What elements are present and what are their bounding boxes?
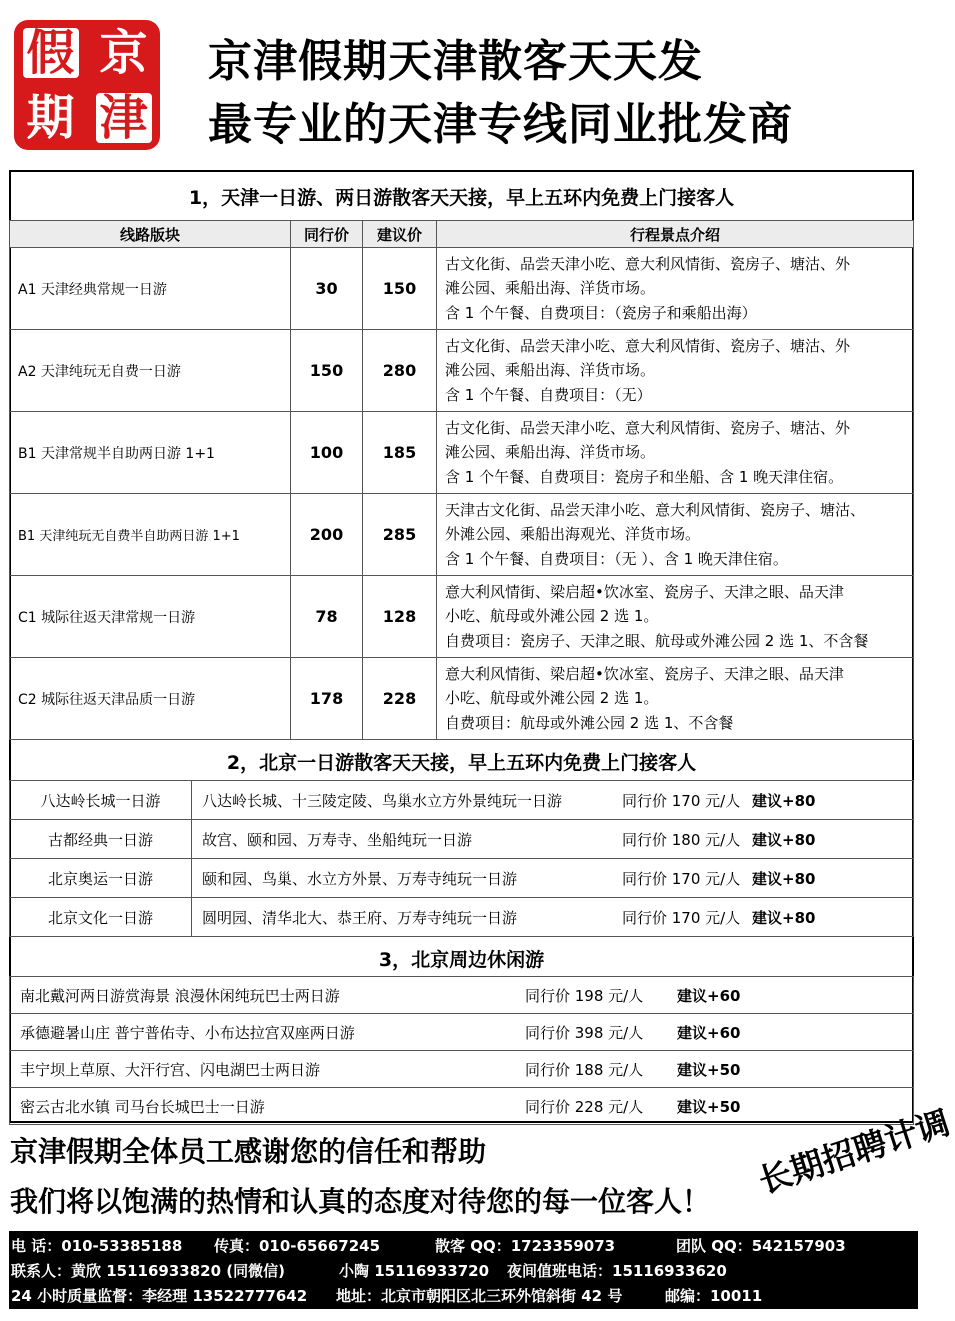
route-name: 古都经典一日游 <box>10 820 192 859</box>
table-row <box>10 859 914 898</box>
route-detail: 八达岭长城、十三陵定陵、鸟巢水立方外景纯玩一日游 同行价 170 元/人 建议+80 <box>192 781 914 820</box>
table-row <box>10 330 914 412</box>
table-row <box>10 977 914 1014</box>
table-row <box>10 412 914 494</box>
table-row <box>10 1088 914 1125</box>
itinerary-desc: 天津古文化街、品尝天津小吃、意大利风情街、瓷房子、塘沽、 外滩公园、乘船出海观光、洋货市场。 含 1 个午餐、自费项目：（无 ）、含 1 晚天津住宿。 <box>437 494 914 576</box>
service-slogan: 我们将以饱满的热情和认真的态度对待您的每一位客人！ <box>10 1185 711 1218</box>
table-row <box>10 494 914 576</box>
suggested-price: 228 <box>363 658 437 740</box>
trade-price: 100 <box>291 412 363 494</box>
column-header: 线路版块 <box>10 221 291 248</box>
individual-qq: 散客 QQ：1723359073 <box>435 1237 616 1255</box>
group-qq: 团队 QQ：542157903 <box>676 1237 846 1255</box>
surrounding-tours-table <box>9 976 914 1125</box>
route-name: A2 天津纯玩无自费一日游 <box>10 330 291 412</box>
tianjin-tours-table <box>9 220 914 740</box>
route-name: 北京奥运一日游 <box>10 859 192 898</box>
route-name: C2 城际往返天津品质一日游 <box>10 658 291 740</box>
contact-person-2: 小陶 15116933720 <box>339 1262 490 1280</box>
suggested-price: 185 <box>363 412 437 494</box>
table-row <box>10 248 914 330</box>
table-row <box>10 1014 914 1051</box>
suggested-price: 128 <box>363 576 437 658</box>
trade-price: 30 <box>291 248 363 330</box>
route-name: B1 天津纯玩无自费半自助两日游 1+1 <box>10 494 291 576</box>
route-detail: 承德避暑山庄 普宁普佑寺、小布达拉宫双座两日游 同行价 398 元/人 建议+60 <box>10 1014 914 1051</box>
table-row <box>10 781 914 820</box>
section3-title: 3，北京周边休闲游 <box>378 949 545 971</box>
company-logo <box>14 20 160 150</box>
table-row <box>10 658 914 740</box>
trade-price: 78 <box>291 576 363 658</box>
itinerary-desc: 意大利风情街、梁启超•饮冰室、瓷房子、天津之眼、品天津 小吃、航母或外滩公园 2 选 1。 自费项目：航母或外滩公园 2 选 1、不含餐 <box>437 658 914 740</box>
column-header: 同行价 <box>291 221 363 248</box>
thank-you-slogan: 京津假期全体员工感谢您的信任和帮助 <box>10 1135 487 1168</box>
route-detail: 密云古北水镇 司马台长城巴士一日游 同行价 228 元/人 建议+50 <box>10 1088 914 1125</box>
logo-cell: 京 <box>99 24 148 81</box>
route-name: 北京文化一日游 <box>10 898 192 937</box>
column-header: 建议价 <box>363 221 437 248</box>
route-name: B1 天津常规半自助两日游 1+1 <box>10 412 291 494</box>
column-header: 行程景点介绍 <box>437 221 914 248</box>
night-duty-phone: 夜间值班电话：15116933620 <box>507 1262 727 1280</box>
contact-person: 联系人：黄欣 15116933820 (同微信) <box>11 1262 285 1280</box>
route-detail: 颐和园、鸟巢、水立方外景、万寿寺纯玩一日游 同行价 170 元/人 建议+80 <box>192 859 914 898</box>
quality-supervisor: 24 小时质量监督：李经理 13522777642 <box>11 1287 308 1305</box>
trade-price: 178 <box>291 658 363 740</box>
section2-title: 2，北京一日游散客天天接，早上五环内免费上门接客人 <box>226 752 697 774</box>
headline-title: 京津假期天津散客天天发 <box>208 36 703 87</box>
trade-price: 200 <box>291 494 363 576</box>
logo-cell: 津 <box>96 93 152 143</box>
route-detail: 丰宁坝上草原、大汗行宫、闪电湖巴士两日游 同行价 188 元/人 建议+50 <box>10 1051 914 1088</box>
suggested-price: 280 <box>363 330 437 412</box>
table-row <box>10 898 914 937</box>
route-detail: 圆明园、清华北大、恭王府、万寿寺纯玩一日游 同行价 170 元/人 建议+80 <box>192 898 914 937</box>
itinerary-desc: 古文化街、品尝天津小吃、意大利风情街、瓷房子、塘沽、外 滩公园、乘船出海、洋货市场。 含 1 个午餐、自费项目：（瓷房子和乘船出海） <box>437 248 914 330</box>
beijing-tours-table <box>9 780 914 937</box>
suggested-price: 150 <box>363 248 437 330</box>
table-row <box>10 820 914 859</box>
route-detail: 故宫、颐和园、万寿寺、坐船纯玩一日游 同行价 180 元/人 建议+80 <box>192 820 914 859</box>
route-name: C1 城际往返天津常规一日游 <box>10 576 291 658</box>
section1-title: 1，天津一日游、两日游散客天天接，早上五环内免费上门接客人 <box>188 187 735 209</box>
table-row <box>10 1051 914 1088</box>
fax-number: 传真：010-65667245 <box>214 1237 381 1255</box>
route-name: A1 天津经典常规一日游 <box>10 248 291 330</box>
address: 地址：北京市朝阳区北三环外馆斜街 42 号 <box>336 1287 623 1305</box>
itinerary-desc: 古文化街、品尝天津小吃、意大利风情街、瓷房子、塘沽、外 滩公园、乘船出海、洋货市场。 含 1 个午餐、自费项目：（无） <box>437 330 914 412</box>
table-header-row <box>10 221 914 248</box>
phone-number: 电 话：010-53385188 <box>11 1237 183 1255</box>
trade-price: 150 <box>291 330 363 412</box>
suggested-price: 285 <box>363 494 437 576</box>
route-detail: 南北戴河两日游赏海景 浪漫休闲纯玩巴士两日游 同行价 198 元/人 建议+60 <box>10 977 914 1014</box>
headline-subtitle: 最专业的天津专线同业批发商 <box>208 99 793 150</box>
logo-cell: 期 <box>26 89 75 146</box>
itinerary-desc: 古文化街、品尝天津小吃、意大利风情街、瓷房子、塘沽、外 滩公园、乘船出海、洋货市场。 含 1 个午餐、自费项目：瓷房子和坐船、含 1 晚天津住宿。 <box>437 412 914 494</box>
route-name: 八达岭长城一日游 <box>10 781 192 820</box>
logo-cell: 假 <box>23 28 79 78</box>
postcode: 邮编：10011 <box>665 1287 763 1305</box>
table-row <box>10 576 914 658</box>
recruitment-notice: 长期招聘计调 <box>753 1102 955 1201</box>
contact-footer <box>9 1231 918 1309</box>
itinerary-desc: 意大利风情街、梁启超•饮冰室、瓷房子、天津之眼、品天津 小吃、航母或外滩公园 2 选 1。 自费项目：瓷房子、天津之眼、航母或外滩公园 2 选 1、不含餐 <box>437 576 914 658</box>
